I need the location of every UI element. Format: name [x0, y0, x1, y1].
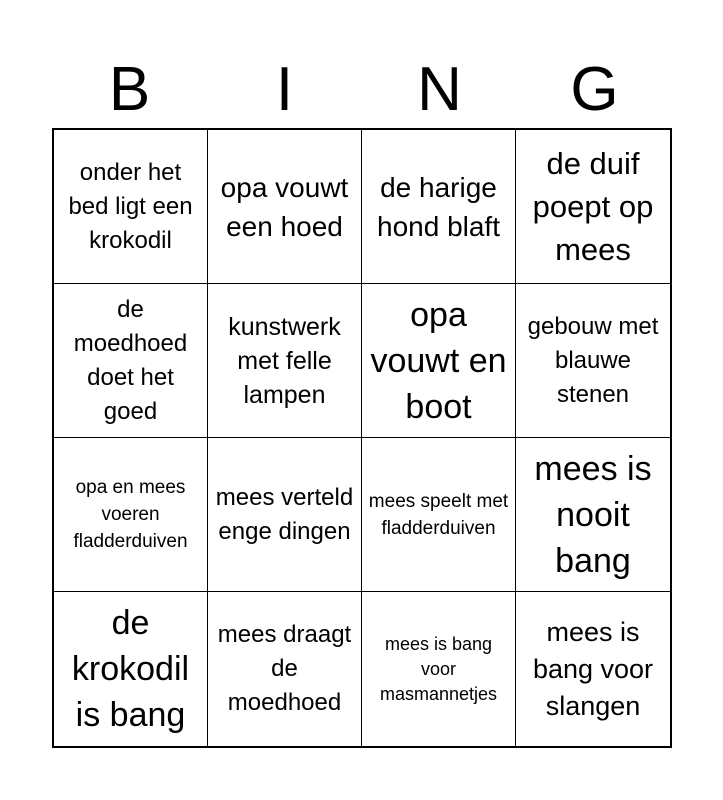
- bingo-cell[interactable]: [54, 592, 208, 746]
- cell-text: de krokodil is bang: [71, 604, 190, 734]
- bingo-cell[interactable]: [516, 438, 670, 592]
- bingo-cell[interactable]: [54, 284, 208, 438]
- bingo-cell[interactable]: [362, 592, 516, 746]
- cell-text: opa vouwt een hoed: [220, 171, 349, 242]
- cell-text: mees is nooit bang: [534, 449, 652, 580]
- cell-text: de harige hond blaft: [377, 171, 500, 242]
- header-letter-g: G: [570, 55, 619, 124]
- bingo-cell[interactable]: [208, 284, 362, 438]
- bingo-cell[interactable]: [362, 284, 516, 438]
- cell-text: opa en mees voeren fladderduiven: [73, 477, 188, 552]
- cell-text: gebouw met blauwe stenen: [527, 312, 659, 408]
- bingo-cell[interactable]: [516, 284, 670, 438]
- header-letter-b: B: [108, 55, 151, 124]
- cell-text: de moedhoed doet het goed: [73, 295, 188, 425]
- cell-text: onder het bed ligt een krokodil: [68, 158, 193, 254]
- cell-text: mees is bang voor masmannetjes: [379, 633, 498, 704]
- header-letter-i: I: [275, 55, 294, 124]
- header-letter-n: N: [417, 55, 462, 124]
- cell-text: kunstwerk met felle lampen: [228, 312, 341, 409]
- bingo-cell[interactable]: [208, 130, 362, 284]
- bingo-cell[interactable]: [208, 592, 362, 746]
- bingo-board: [52, 128, 672, 748]
- bingo-cell[interactable]: [362, 130, 516, 284]
- cell-text: mees draagt de moedhoed: [217, 621, 352, 716]
- cell-text: mees is bang voor slangen: [532, 616, 654, 721]
- bingo-cell[interactable]: [362, 438, 516, 592]
- cell-text: de duif poept op mees: [532, 146, 654, 267]
- cell-text: mees verteld enge dingen: [215, 483, 354, 545]
- bingo-header: [52, 52, 672, 128]
- bingo-cell[interactable]: [516, 130, 670, 284]
- cell-text: mees speelt met fladderduiven: [368, 490, 509, 539]
- bingo-cell[interactable]: [516, 592, 670, 746]
- bingo-cell[interactable]: [54, 130, 208, 284]
- bingo-cell[interactable]: [54, 438, 208, 592]
- cell-text: opa vouwt en boot: [370, 295, 507, 426]
- bingo-cell[interactable]: [208, 438, 362, 592]
